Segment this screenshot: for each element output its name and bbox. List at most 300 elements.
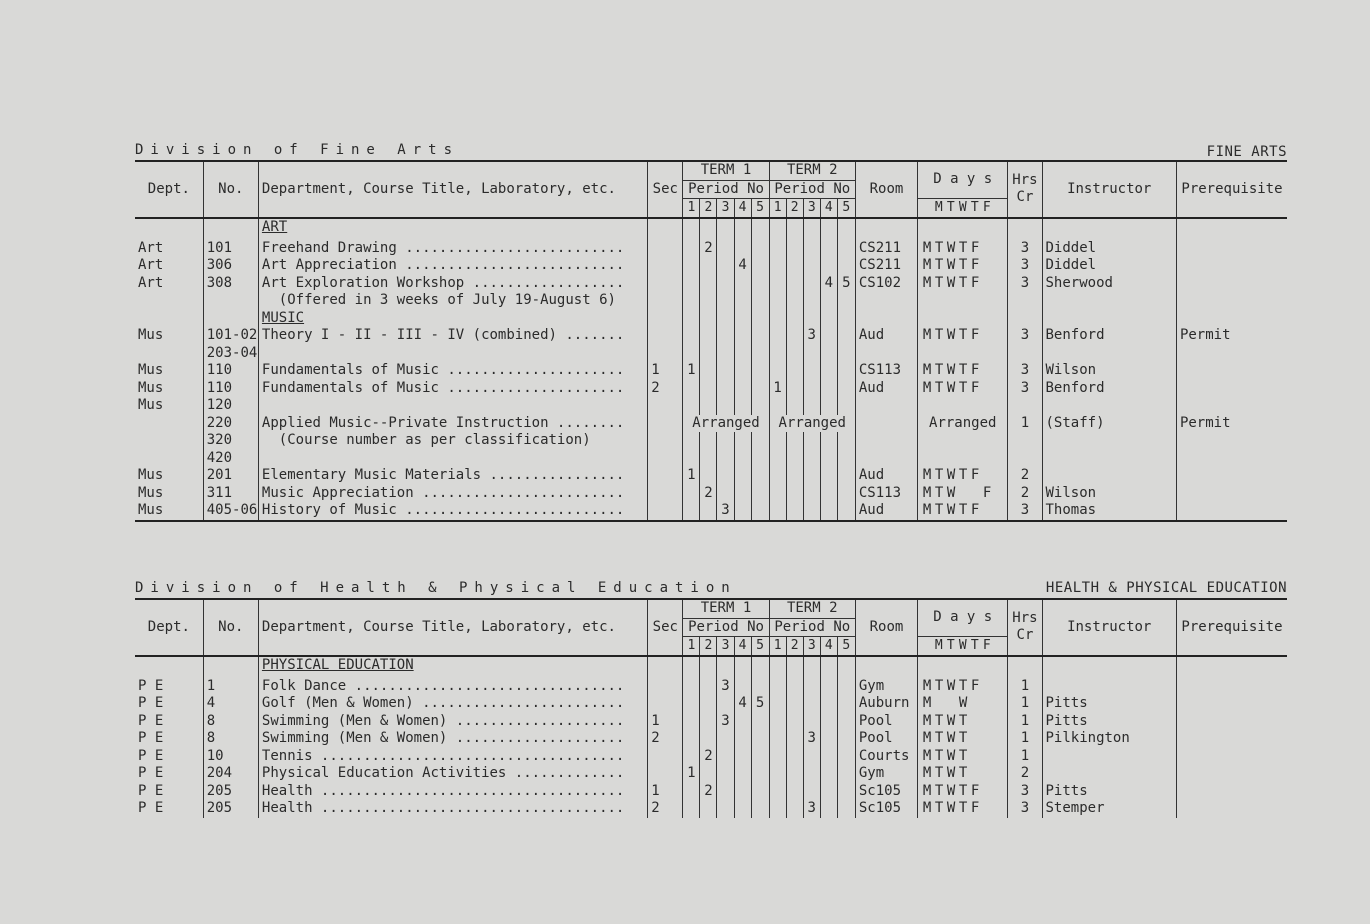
term2-period-cell	[820, 380, 837, 398]
room-cell: Courts	[855, 748, 917, 766]
section-cell	[648, 275, 683, 293]
course-title-text: Folk Dance ................................	[261, 677, 625, 694]
day-letter: F	[970, 467, 980, 483]
term2-period-cell	[837, 467, 855, 485]
room-cell	[855, 397, 917, 415]
day-letter: W	[946, 677, 956, 694]
term1-period-cell	[751, 362, 769, 380]
term2-period-cell	[837, 327, 855, 362]
term1-period-cell	[717, 327, 734, 362]
room-cell: Aud	[855, 502, 917, 521]
day-letter: F	[970, 677, 980, 694]
term2-period-cell	[837, 765, 855, 783]
period-number-2: 2	[700, 199, 717, 218]
course-number: 8	[206, 730, 216, 746]
table-row	[135, 467, 1287, 485]
course-number: 4	[206, 695, 216, 711]
term2-period-cell: 1	[769, 380, 786, 398]
course-title-text: Applied Music--Private Instruction ........	[261, 414, 625, 431]
room-cell: Aud	[855, 467, 917, 485]
term2-period-cell	[837, 432, 855, 450]
course-number: 110	[206, 379, 233, 396]
prerequisite-cell	[1176, 240, 1287, 258]
term2-period-cell	[820, 656, 837, 678]
period-number-1: 1	[683, 199, 700, 218]
day-letter: M	[922, 484, 932, 501]
course-number-cell	[203, 380, 258, 398]
term1-period-cell	[717, 485, 734, 503]
term2-period-cell: 4	[820, 275, 837, 293]
dept-cell: P E	[138, 730, 164, 746]
instructor-cell	[1042, 292, 1176, 310]
instructor-cell	[1042, 218, 1176, 240]
instructor-cell	[1042, 450, 1176, 468]
day-letter: T	[934, 257, 944, 273]
course-number-cell	[203, 292, 258, 310]
period-number-3: 3	[803, 199, 820, 218]
days-cell	[918, 397, 1008, 415]
section-cell	[648, 467, 683, 485]
day-letter: T	[958, 379, 968, 396]
course-title	[258, 275, 647, 293]
room-cell: CS211	[855, 240, 917, 258]
term1-period-cell	[734, 485, 751, 503]
instructor-cell	[1042, 765, 1176, 783]
term2-period-cell	[803, 292, 820, 310]
hrs-cr-header	[1008, 599, 1042, 656]
term1-header: TERM 1	[683, 161, 769, 180]
dept-cell: Mus	[138, 397, 164, 413]
day-letter: M	[922, 765, 932, 781]
dept-cell: Art	[138, 239, 164, 256]
course-number-cell	[203, 730, 258, 748]
term1-period-cell	[751, 783, 769, 801]
term2-period-cell	[786, 397, 803, 415]
term2-period-cell	[786, 275, 803, 293]
dept-cell: P E	[138, 695, 164, 711]
room-cell: CS113	[855, 485, 917, 503]
days-cell	[918, 310, 1008, 328]
term1-period-cell	[717, 292, 734, 310]
term2-period-cell	[769, 240, 786, 258]
section-cell	[648, 397, 683, 415]
course-number: 101	[206, 239, 233, 256]
term2-period-cell	[820, 485, 837, 503]
days-cell	[918, 713, 1008, 731]
course-number: 203-04	[206, 344, 258, 361]
day-letter: T	[958, 782, 968, 799]
instructor-cell: Wilson	[1042, 362, 1176, 380]
day-letter: F	[970, 274, 980, 291]
credit-hours-cell: 1	[1008, 695, 1042, 713]
course-title-text: Theory I - II - III - IV (combined) .......	[261, 327, 625, 343]
term1-period-cell	[751, 257, 769, 275]
dept-cell: P E	[138, 677, 164, 694]
credit-hours-cell: 1	[1008, 415, 1042, 433]
period-number-5: 5	[751, 199, 769, 218]
room-cell: Pool	[855, 713, 917, 731]
term2-period-cell	[769, 678, 786, 696]
day-letter: T	[934, 327, 944, 343]
course-title	[258, 695, 647, 713]
term2-period-cell	[820, 362, 837, 380]
course-title-text: Tennis ....................................	[261, 747, 625, 764]
dept-cell: Mus	[138, 362, 164, 378]
dept-cell	[135, 310, 203, 328]
course-title-text: Freehand Drawing ..........................	[261, 239, 625, 256]
term1-period-cell	[683, 432, 700, 450]
course-title-text: Swimming (Men & Women) ....................	[261, 712, 625, 729]
period-number-1: 1	[769, 199, 786, 218]
term1-period-cell	[700, 467, 717, 485]
day-letter: F	[970, 502, 980, 518]
room-cell: Aud	[855, 327, 917, 362]
day-letter: W	[946, 274, 956, 291]
day-letter: W	[946, 782, 956, 799]
section-cell: 2	[648, 730, 683, 748]
term1-period-cell	[683, 257, 700, 275]
credit-hours-cell: 1	[1008, 730, 1042, 748]
term2-period-cell	[803, 678, 820, 696]
term1-period-cell	[751, 275, 769, 293]
room-cell	[855, 310, 917, 328]
term1-period-cell	[751, 432, 769, 450]
term1-period-cell	[751, 292, 769, 310]
instructor-cell: Thomas	[1042, 502, 1176, 521]
day-letter: W	[958, 695, 968, 711]
term2-period-cell	[820, 397, 837, 415]
day-letter: M	[934, 638, 943, 653]
course-note	[258, 292, 647, 310]
term1-period-cell: 1	[683, 467, 700, 485]
hrs-label: Hrs	[1012, 171, 1038, 188]
term2-period-cell	[803, 397, 820, 415]
table-row	[135, 432, 1287, 450]
instructor-cell: Diddel	[1042, 240, 1176, 258]
course-note	[258, 432, 647, 450]
credit-hours-cell	[1008, 218, 1042, 240]
table-row	[135, 730, 1287, 748]
room-cell	[855, 656, 917, 678]
subject-heading	[258, 656, 647, 678]
table-row	[135, 257, 1287, 275]
course-number-cell	[203, 748, 258, 766]
credit-hours-cell: 2	[1008, 765, 1042, 783]
table-row	[135, 450, 1287, 468]
division-title: Division of Health & Physical Education	[135, 580, 737, 596]
term2-period-cell: 5	[837, 275, 855, 293]
course-title	[258, 240, 647, 258]
term2-period-cell	[803, 765, 820, 783]
instructor-cell	[1042, 656, 1176, 678]
instructor-cell: Benford	[1042, 327, 1176, 362]
term2-period-cell	[769, 327, 786, 362]
table-row	[135, 327, 1287, 362]
division-title: Division of Fine Arts	[135, 142, 460, 158]
term1-period-cell	[751, 450, 769, 468]
term1-period-cell	[700, 730, 717, 748]
term2-period-cell	[803, 467, 820, 485]
cr-label: Cr	[1016, 627, 1034, 644]
term1-period-cell	[734, 275, 751, 293]
term1-period-cell	[683, 450, 700, 468]
term1-period-cell: 3	[717, 502, 734, 521]
course-header: Department, Course Title, Laboratory, etc.	[258, 599, 647, 656]
term1-period-cell	[683, 695, 700, 713]
term1-period-cell	[683, 397, 700, 415]
course-title-text: (Offered in 3 weeks of July 19-August 6)	[261, 292, 616, 308]
term1-period-cell	[700, 380, 717, 398]
day-letter: M	[922, 362, 932, 378]
days-cell	[918, 467, 1008, 485]
term1-period-cell: 4	[734, 695, 751, 713]
days-cell	[918, 730, 1008, 748]
term1-period-cell	[751, 467, 769, 485]
course-title-text: ART	[261, 218, 288, 235]
term1-period-cell	[734, 450, 751, 468]
instructor-cell	[1042, 432, 1176, 450]
term2-period-cell	[820, 310, 837, 328]
term2-period-cell	[769, 218, 786, 240]
term2-period-cell	[769, 748, 786, 766]
table-row	[135, 783, 1287, 801]
term2-period-cell	[837, 240, 855, 258]
course-number-cell	[203, 397, 258, 415]
term1-period-cell	[717, 730, 734, 748]
prerequisite-cell	[1176, 656, 1287, 678]
period-number-5: 5	[837, 199, 855, 218]
instructor-cell: Diddel	[1042, 257, 1176, 275]
dept-cell: P E	[138, 782, 164, 799]
course-number-cell	[203, 485, 258, 503]
dept-cell: P E	[138, 747, 164, 764]
term2-period-cell	[837, 748, 855, 766]
day-letter: T	[934, 502, 944, 518]
instructor-cell: Pitts	[1042, 783, 1176, 801]
day-letter: T	[934, 765, 944, 781]
section-cell: 1	[648, 713, 683, 731]
day-letter: W	[946, 502, 956, 518]
room-cell	[855, 292, 917, 310]
days-cell	[918, 656, 1008, 678]
term2-period-cell	[820, 800, 837, 818]
term2-period-cell	[769, 695, 786, 713]
term1-period-cell	[700, 397, 717, 415]
instructor-cell: Pitts	[1042, 695, 1176, 713]
term2-period-cell	[786, 800, 803, 818]
course-number: 306	[206, 257, 233, 273]
term1-period-cell	[717, 783, 734, 801]
term1-period-cell	[717, 800, 734, 818]
prerequisite-cell	[1176, 450, 1287, 468]
credit-hours-cell: 1	[1008, 713, 1042, 731]
day-letter: M	[922, 712, 932, 729]
term1-period-cell	[751, 656, 769, 678]
term2-period-cell	[786, 362, 803, 380]
term2-period-cell	[837, 713, 855, 731]
term1-period-cell: 1	[683, 362, 700, 380]
term1-period-cell	[734, 713, 751, 731]
table-row	[135, 362, 1287, 380]
credit-hours-cell	[1008, 450, 1042, 468]
term2-period-cell	[837, 695, 855, 713]
term2-period-cell	[837, 380, 855, 398]
term2-period-cell	[769, 800, 786, 818]
term1-period-cell	[700, 327, 717, 362]
course-title-text: Art Exploration Workshop ..................	[261, 274, 625, 291]
credit-hours-cell: 1	[1008, 678, 1042, 696]
term1-period-cell	[717, 397, 734, 415]
term1-period-cell	[734, 678, 751, 696]
section-cell	[648, 656, 683, 678]
course-number-cell	[203, 502, 258, 521]
dept-cell: P E	[138, 800, 164, 816]
room-cell: Sc105	[855, 783, 917, 801]
term2-period-cell	[769, 713, 786, 731]
prerequisite-cell	[1176, 310, 1287, 328]
day-letter: T	[946, 200, 955, 215]
term2-period-cell	[803, 432, 820, 450]
term2-period-cell	[837, 310, 855, 328]
term2-period-cell	[786, 678, 803, 696]
term1-arranged: Arranged	[683, 415, 769, 433]
period-number-5: 5	[751, 637, 769, 656]
day-letter: T	[934, 712, 944, 729]
day-letter: T	[958, 239, 968, 256]
term1-period-cell	[717, 362, 734, 380]
course-number-cell	[203, 310, 258, 328]
course-title-text: Elementary Music Materials ................	[261, 467, 625, 483]
day-letter: T	[958, 362, 968, 378]
section-cell: 1	[648, 783, 683, 801]
section-cell	[648, 257, 683, 275]
term2-period-cell	[786, 450, 803, 468]
course-title	[258, 765, 647, 783]
term2-period-cell	[786, 257, 803, 275]
day-letter: T	[946, 638, 955, 653]
table-header	[135, 599, 1287, 656]
term2-period-cell	[820, 257, 837, 275]
term1-period-cell: 4	[734, 257, 751, 275]
course-title	[258, 485, 647, 503]
room-cell: Gym	[855, 765, 917, 783]
day-letter: W	[946, 765, 956, 781]
prerequisite-cell	[1176, 502, 1287, 521]
section-cell	[648, 310, 683, 328]
term2-period-cell	[803, 485, 820, 503]
credit-hours-cell: 3	[1008, 380, 1042, 398]
term2-period-cell	[803, 450, 820, 468]
days-cell	[918, 800, 1008, 818]
period-number-3: 3	[803, 637, 820, 656]
sec-header: Sec	[648, 161, 683, 218]
course-header: Department, Course Title, Laboratory, etc.	[258, 161, 647, 218]
instructor-header: Instructor	[1042, 599, 1176, 656]
term1-period-cell	[700, 678, 717, 696]
dept-cell: Mus	[138, 379, 164, 396]
term1-period-cell	[700, 218, 717, 240]
days-cell	[918, 362, 1008, 380]
period-number-2: 2	[786, 637, 803, 656]
term1-period-cell	[683, 713, 700, 731]
room-cell	[855, 432, 917, 450]
term2-period-cell: 3	[803, 327, 820, 362]
course-number: 205	[206, 782, 233, 799]
course-title	[258, 380, 647, 398]
table-row	[135, 695, 1287, 713]
day-letter: F	[982, 638, 991, 653]
dept-cell: Art	[138, 274, 164, 291]
table-row	[135, 415, 1287, 433]
room-cell	[855, 450, 917, 468]
day-letter: W	[958, 638, 967, 653]
days-cell	[918, 218, 1008, 240]
section-cell	[648, 450, 683, 468]
term1-period-cell	[683, 656, 700, 678]
prerequisite-cell	[1176, 695, 1287, 713]
days-cell	[918, 292, 1008, 310]
course-number-cell	[203, 783, 258, 801]
prerequisite-cell	[1176, 713, 1287, 731]
course-number-cell	[203, 800, 258, 818]
period-number-4: 4	[734, 637, 751, 656]
day-letter: M	[922, 782, 932, 799]
sec-header: Sec	[648, 599, 683, 656]
course-number: 405-06	[206, 502, 258, 518]
term2-period-cell	[837, 656, 855, 678]
term2-period-cell	[786, 240, 803, 258]
term1-period-cell	[717, 765, 734, 783]
room-cell: Pool	[855, 730, 917, 748]
term1-period-cell	[683, 327, 700, 362]
dept-cell	[135, 450, 203, 468]
table-row	[135, 678, 1287, 696]
term2-period-cell	[803, 310, 820, 328]
course-number: 205	[206, 800, 233, 816]
term1-period-cell	[734, 397, 751, 415]
term2-period-cell	[820, 432, 837, 450]
section-cell: 2	[648, 380, 683, 398]
day-letter: T	[958, 730, 968, 746]
term1-period-cell	[683, 218, 700, 240]
period-number-5: 5	[837, 637, 855, 656]
day-letter: T	[958, 274, 968, 291]
term2-period-cell	[786, 380, 803, 398]
credit-hours-cell: 3	[1008, 502, 1042, 521]
course-number-cell	[203, 257, 258, 275]
section-cell: 2	[648, 800, 683, 818]
course-number: 311	[206, 484, 233, 501]
day-letter: T	[958, 327, 968, 343]
credit-hours-cell: 2	[1008, 467, 1042, 485]
course-number: 1	[206, 677, 216, 694]
day-letter: T	[934, 362, 944, 378]
credit-hours-cell	[1008, 292, 1042, 310]
day-letter: W	[946, 800, 956, 816]
course-title	[258, 467, 647, 485]
dept-cell	[135, 292, 203, 310]
day-letter: T	[934, 782, 944, 799]
instructor-cell	[1042, 310, 1176, 328]
day-letter: T	[934, 747, 944, 764]
course-number-cell	[203, 218, 258, 240]
table-row	[135, 485, 1287, 503]
term1-period-cell	[683, 240, 700, 258]
prerequisite-cell	[1176, 467, 1287, 485]
table-row	[135, 275, 1287, 293]
day-letter: T	[958, 502, 968, 518]
term2-period-cell	[786, 765, 803, 783]
